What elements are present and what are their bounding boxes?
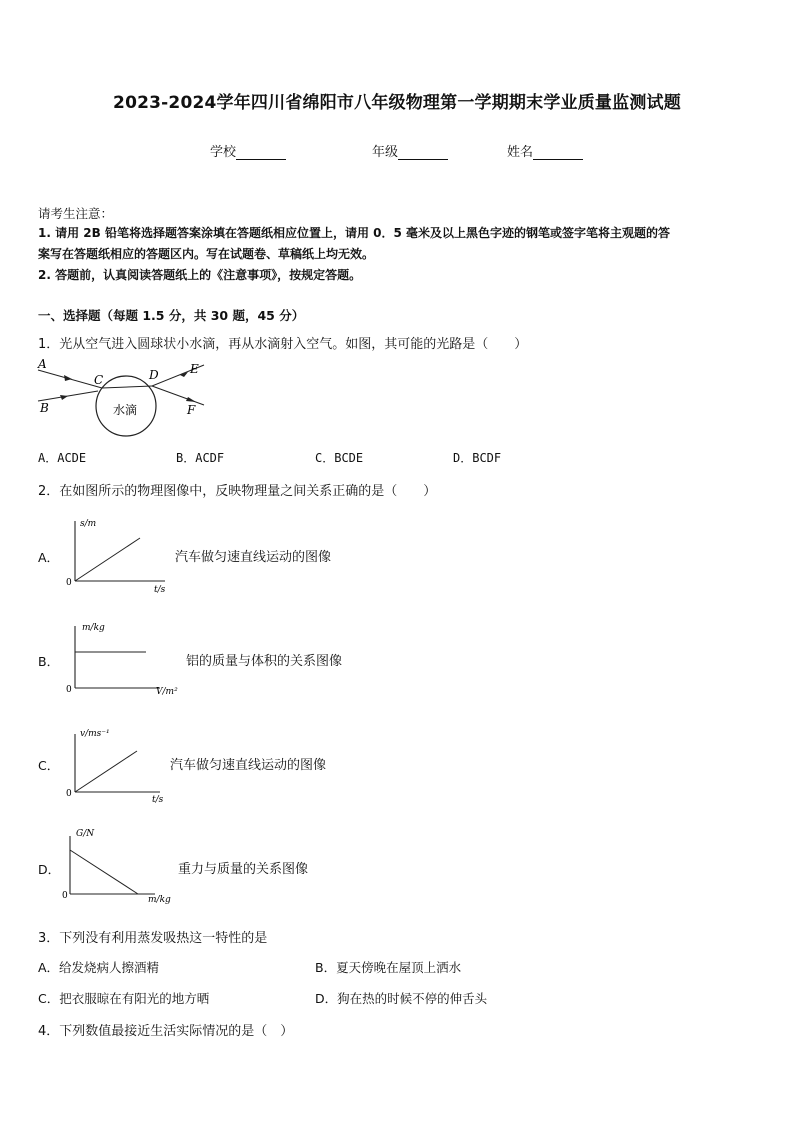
q2b-origin: 0 [66, 685, 72, 695]
q3-stem: 3．下列没有利用蒸发吸热这一特性的是 [38, 931, 268, 946]
q2-option-b-desc: 铝的质量与体积的关系图像 [186, 654, 343, 669]
q2-option-a-graph [60, 515, 175, 595]
q2a-origin: 0 [66, 578, 72, 588]
q2c-origin: 0 [66, 789, 72, 799]
q2b-y-label: m/kg [82, 623, 105, 633]
q2d-origin: 0 [62, 891, 68, 901]
q2a-y-label: s/m [80, 519, 97, 529]
q2-option-b-graph [60, 618, 185, 698]
q2-option-a-desc: 汽车做匀速直线运动的图像 [175, 550, 332, 565]
q2d-y-label: G/N [76, 829, 95, 839]
notice-line1b: 案写在答题纸相应的答题区内。写在试题卷、草稿纸上均无效。 [38, 247, 375, 261]
grade-field[interactable] [372, 141, 448, 160]
q3-option-a[interactable]: A．给发烧病人擦酒精 [38, 960, 160, 975]
name-blank[interactable] [533, 145, 583, 160]
q1-stem: 1．光从空气进入圆球状小水滴，再从水滴射入空气。如图，其可能的光路是（ ） [38, 337, 528, 352]
q2d-x-label: m/kg [148, 895, 171, 905]
grade-label: 年级 [372, 145, 399, 160]
q2-option-a-letter[interactable]: A． [38, 550, 60, 565]
name-field[interactable] [507, 141, 583, 160]
q2-option-c-letter[interactable]: C． [38, 758, 60, 773]
q1-option-a[interactable]: A．ACDE [38, 451, 87, 465]
page-title: 2023-2024学年四川省绵阳市八年级物理第一学期期末学业质量监测试题 [113, 93, 681, 113]
q1-option-d[interactable]: D．BCDF [453, 451, 502, 465]
q1-option-c[interactable]: C．BCDE [315, 451, 364, 465]
section-heading: 一、选择题（每题 1.5 分，共 30 题，45 分） [38, 308, 305, 323]
point-d: D [149, 368, 159, 382]
q2-option-c-desc: 汽车做匀速直线运动的图像 [170, 758, 327, 773]
notice-line1: 1. 请用 2B 铅笔将选择题答案涂填在答题纸相应位置上，请用 0．5 毫米及以上黑色字迹的钢笔或签字笔将主观题的答 [38, 226, 670, 240]
grade-blank[interactable] [398, 145, 448, 160]
q2-option-d-graph [60, 826, 180, 908]
q2c-x-label: t/s [152, 795, 164, 805]
school-blank[interactable] [236, 145, 286, 160]
point-b: B [40, 401, 49, 415]
q3-option-c[interactable]: C．把衣服晾在有阳光的地方晒 [38, 991, 210, 1006]
name-label: 姓名 [507, 145, 534, 160]
point-a: A [38, 357, 47, 371]
water-drop-label: 水滴 [113, 403, 138, 417]
q2-option-c-graph [60, 724, 170, 806]
q1-light-path-figure [36, 355, 216, 440]
q2a-x-label: t/s [154, 585, 166, 595]
q2-option-d-desc: 重力与质量的关系图像 [178, 862, 309, 877]
q3-option-d[interactable]: D．狗在热的时候不停的伸舌头 [315, 991, 488, 1006]
q3-option-b[interactable]: B．夏天傍晚在屋顶上洒水 [315, 960, 462, 975]
point-e: E [190, 362, 199, 376]
ray-f [152, 386, 204, 405]
point-c: C [94, 373, 104, 387]
point-f: F [187, 403, 196, 417]
q2-stem: 2．在如图所示的物理图像中，反映物理量之间关系正确的是（ ） [38, 484, 437, 499]
notice-heading: 请考生注意： [38, 206, 114, 221]
ray-cd [102, 386, 152, 388]
school-field[interactable] [210, 141, 286, 160]
q2b-x-label: V/m² [156, 687, 178, 697]
q2-option-d-letter[interactable]: D． [38, 862, 61, 877]
q2-option-b-letter[interactable]: B． [38, 654, 60, 669]
q2c-y-label: v/ms⁻¹ [80, 729, 110, 739]
q1-option-b[interactable]: B．ACDF [176, 451, 225, 465]
q4-stem: 4．下列数值最接近生活实际情况的是（ ） [38, 1024, 294, 1039]
notice-line2: 2. 答题前，认真阅读答题纸上的《注意事项》，按规定答题。 [38, 268, 362, 282]
school-label: 学校 [210, 145, 237, 160]
